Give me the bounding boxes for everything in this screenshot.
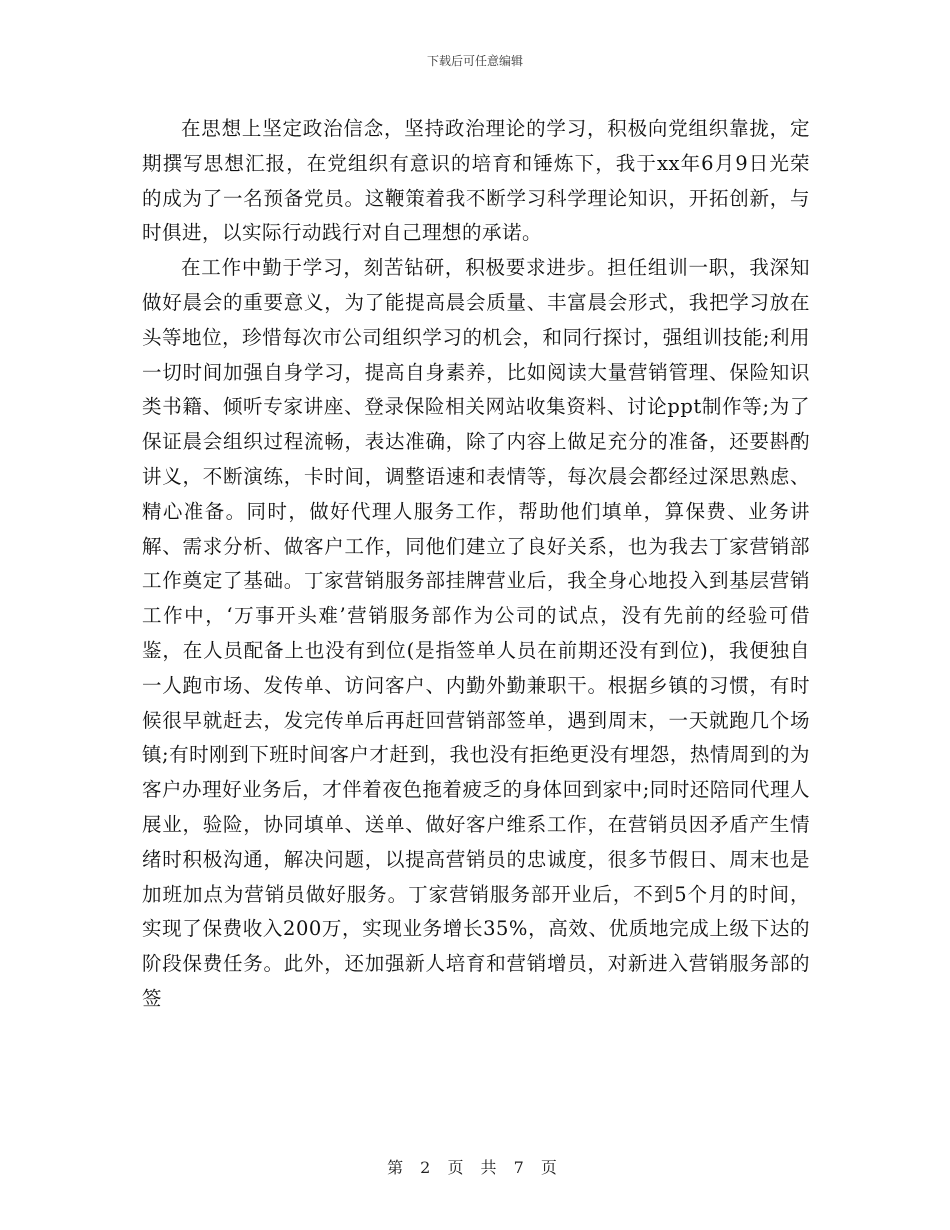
paragraph-2: 在工作中勤于学习，刻苦钻研，积极要求进步。担任组训一职，我深知做好晨会的重要意义，为了能提高晨会质量、丰富晨会形式，我把学习放在头等地位，珍惜每次市公司组织学习的机会，和同行探讨，强组训技能;利用一切时间加强自身学习，提高自身素养，比如阅读大量营销管理、保险知识类书籍、倾听专家讲座、登录保险相关网站收集资料、讨论ppt制作等;为了保证晨会组织过程流畅，表达准确，除了内容上做足充分的准备，还要斟酌讲义，不断演练，卡时间，调整语速和表情等，每次晨会都经过深思熟虑、精心准备。同时，做好代理人服务工作，帮助他们填单，算保费、业务讲解、需求分析、做客户工作，同他们建立了良好关系，也为我去丁家营销部工作奠定了基础。丁家营销服务部挂牌营业后，我全身心地投入到基层营销工作中，‘万事开头难’营销服务部作为公司的试点，没有先前的经验可借鉴，在人员配备上也没有到位(是指签单人员在前期还没有到位)，我便独自一人跑市场、发传单、访问客户、内勤外勤兼职干。根据乡镇的习惯，有时候很早就赶去，发完传单后再赶回营销部签单，遇到周末，一天就跑几个场镇;有时刚到下班时间客户才赶到，我也没有拒绝更没有埋怨，热情周到的为客户办理好业务后，才伴着夜色拖着疲乏的身体回到家中;同时还陪同代理人展业，验险，协同填单、送单、做好客户维系工作，在营销员因矛盾产生情绪时积极沟通，解决问题，以提高营销员的忠诚度，很多节假日、周末也是加班加点为营销员做好服务。丁家营销服务部开业后，不到5个月的时间，实现了保费收入200万，实现业务增长35%，高效、优质地完成上级下达的阶段保费任务。此外，还加强新人培育和营销增员，对新进入营销服务部的签: [142, 256, 810, 1010]
document-body: [142, 112, 810, 1017]
page-number: 第 2 页 共 7 页: [387, 1158, 563, 1177]
page-header-note: 下载后可任意编辑: [426, 54, 523, 68]
paragraph-1: 在思想上坚定政治信念，坚持政治理论的学习，积极向党组织靠拢，定期撰写思想汇报，在党组织有意识的培育和锤炼下，我于xx年6月9日光荣的成为了一名预备党员。这鞭策着我不断学习科学理论知识，开拓创新，与时俱进，以实际行动践行对自己理想的承诺。: [142, 117, 810, 245]
